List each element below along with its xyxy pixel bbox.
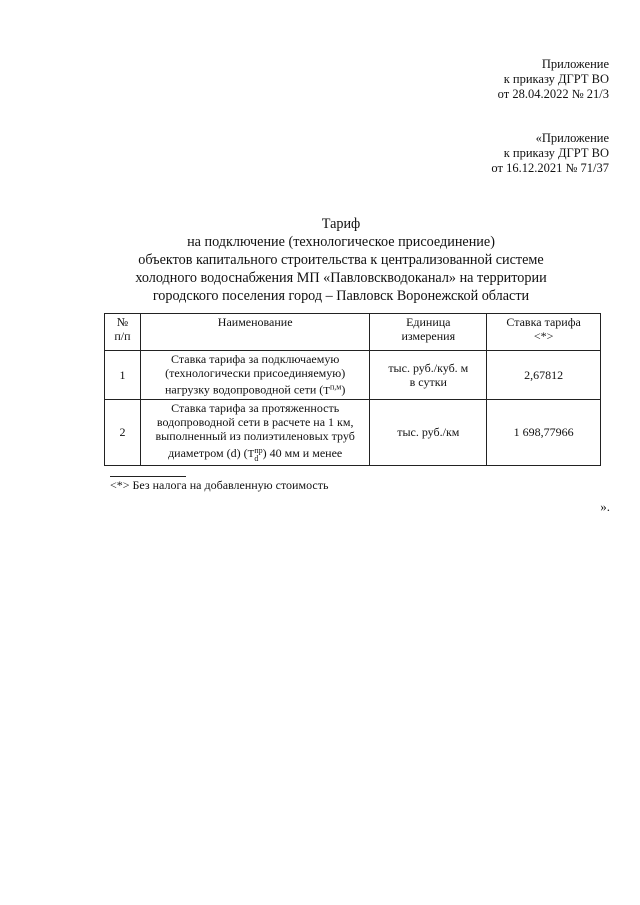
row-name-close: ) 40 мм и менее bbox=[262, 446, 343, 461]
annex-previous-reference bbox=[491, 131, 609, 176]
row-name bbox=[140, 351, 369, 400]
table-header-row bbox=[105, 314, 601, 351]
symbol-superscript: п,м bbox=[330, 382, 342, 391]
row-unit-line: в сутки bbox=[409, 374, 447, 389]
header-num bbox=[105, 314, 141, 351]
row-name-text: нагрузку водопроводной сети ( bbox=[164, 382, 324, 397]
row-name-line: водопроводной сети в расчете на 1 км, bbox=[156, 415, 354, 430]
row-name-text: диаметром (d) ( bbox=[168, 446, 248, 461]
row-name-line bbox=[144, 380, 366, 398]
annex-current-line3: от 28.04.2022 № 21/3 bbox=[497, 87, 609, 101]
annex-current-reference bbox=[498, 57, 609, 102]
symbol-superscript: пр bbox=[254, 445, 263, 455]
title-line: объектов капитального строительства к централизованной системе bbox=[138, 252, 544, 268]
annex-current-line2: к приказу ДГРТ ВО bbox=[503, 72, 609, 86]
tariff-symbol bbox=[323, 382, 342, 397]
annex-previous-line3: от 16.12.2021 № 71/37 bbox=[491, 161, 609, 175]
symbol-base: T bbox=[323, 384, 331, 397]
row-unit-line: тыс. руб./куб. м bbox=[388, 360, 469, 375]
header-rate-line2: <*> bbox=[533, 329, 554, 343]
table-row bbox=[105, 399, 601, 465]
annex-previous-line1: «Приложение bbox=[535, 131, 609, 145]
row-num: 1 bbox=[105, 351, 141, 400]
header-num-line1: № bbox=[116, 315, 129, 329]
tariff-table bbox=[104, 313, 601, 466]
title-line: городского поселения город – Павловск Воронежской области bbox=[152, 288, 530, 304]
row-rate: 1 698,77966 bbox=[487, 399, 601, 465]
row-unit bbox=[370, 399, 487, 465]
tariff-symbol bbox=[247, 445, 263, 463]
title-heading: Тариф bbox=[321, 216, 361, 232]
row-name-line: Ставка тарифа за подключаемую bbox=[171, 352, 340, 366]
row-num: 2 bbox=[105, 399, 141, 465]
annex-previous-line2: к приказу ДГРТ ВО bbox=[503, 146, 609, 160]
row-name-line: Ставка тарифа за протяженность bbox=[171, 401, 340, 416]
title-line: холодного водоснабжения МП «Павловскводоканал» на территории bbox=[135, 270, 547, 286]
header-name-label: Наименование bbox=[217, 315, 293, 329]
table-row bbox=[105, 351, 601, 400]
symbol-base: T bbox=[247, 448, 255, 461]
row-name-line: выполненный из полиэтиленовых труб bbox=[155, 429, 355, 444]
header-unit-line2: измерения bbox=[401, 329, 456, 343]
title-line: на подключение (технологическое присоединение) bbox=[187, 234, 495, 250]
header-num-line2: п/п bbox=[114, 329, 131, 343]
annex-current-line1: Приложение bbox=[541, 57, 609, 71]
document-title bbox=[100, 215, 582, 305]
symbol-subscript: d bbox=[254, 453, 259, 463]
row-name bbox=[140, 399, 369, 465]
closing-quote: ». bbox=[600, 499, 610, 514]
header-name bbox=[140, 314, 369, 351]
footnote: <*> Без налога на добавленную стоимость bbox=[110, 478, 329, 492]
row-rate: 2,67812 bbox=[487, 351, 601, 400]
row-name-close: ) bbox=[341, 382, 346, 397]
header-unit-line1: Единица bbox=[406, 315, 451, 329]
footnote-divider bbox=[110, 476, 186, 477]
header-rate bbox=[487, 314, 601, 351]
row-name-line: (технологически присоединяемую) bbox=[165, 366, 346, 380]
header-unit bbox=[370, 314, 487, 351]
row-unit bbox=[370, 351, 487, 400]
row-name-line bbox=[144, 446, 366, 462]
header-rate-line1: Ставка тарифа bbox=[506, 315, 581, 329]
row-unit-line: тыс. руб./км bbox=[397, 425, 460, 440]
